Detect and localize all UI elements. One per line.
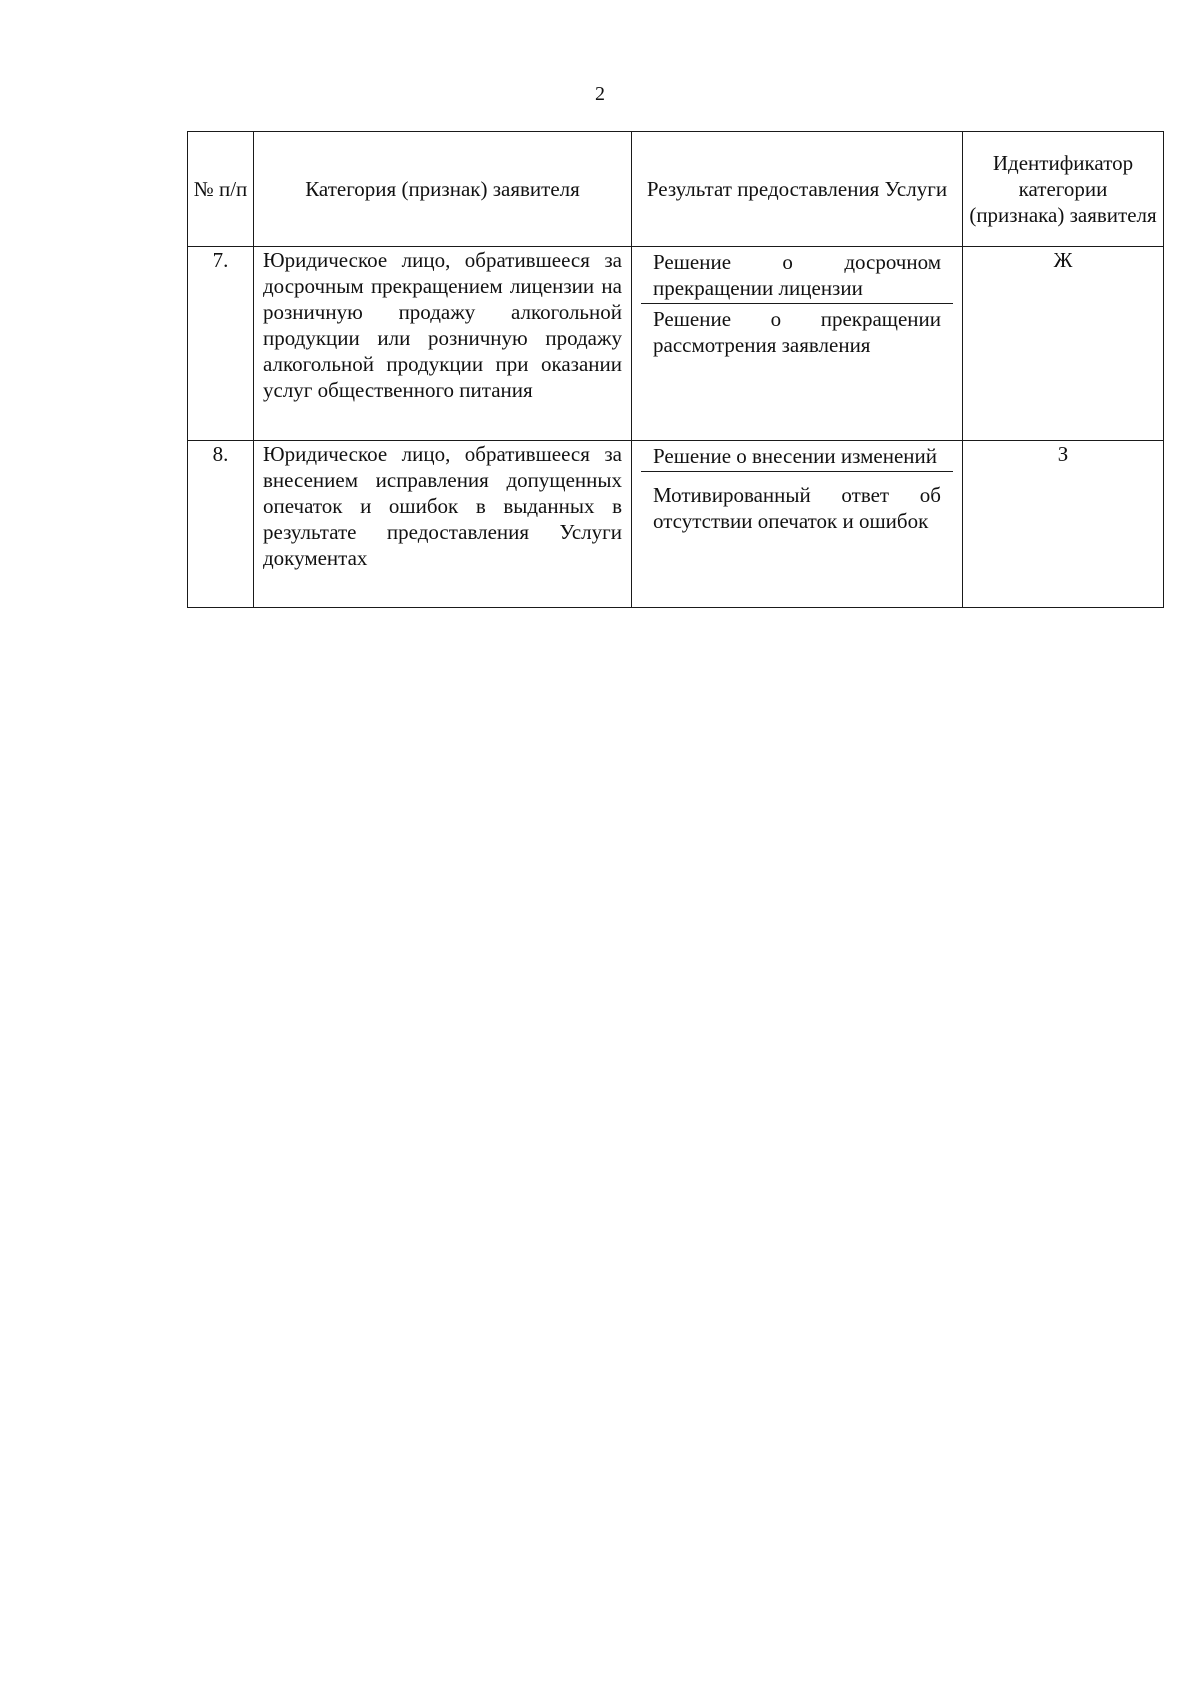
result-item: Решение о внесении изменений <box>653 444 937 468</box>
row-identifier: Ж <box>963 247 1164 441</box>
table-header-row <box>188 132 1164 247</box>
applicant-categories-table <box>187 131 1164 608</box>
result-item: Решение о досрочном прекращении лицензии <box>653 250 941 300</box>
result-item: Решение о прекращении рассмотрения заявления <box>641 303 953 360</box>
header-number: № п/п <box>188 132 254 247</box>
result-item: Мотивированный ответ об отсутствии опечаток и ошибок <box>641 471 953 536</box>
table-row <box>188 441 1164 608</box>
page-number: 2 <box>595 83 605 105</box>
row-results <box>632 441 963 608</box>
row-results <box>632 247 963 441</box>
header-result: Результат предоставления Услуги <box>632 132 963 247</box>
row-number: 8. <box>188 441 254 608</box>
row-category: Юридическое лицо, обратившееся за досрочным прекращением лицензии на розничную продажу алкогольной продукции или розничную продажу алкогольной продукции при оказании услуг общественного питания <box>254 247 632 441</box>
row-category: Юридическое лицо, обратившееся за внесением исправления допущенных опечаток и ошибок в выданных в результате предоставления Услуги документах <box>254 441 632 608</box>
table-row <box>188 247 1164 441</box>
header-identifier: Идентификатор категории (признака) заявителя <box>963 132 1164 247</box>
header-category: Категория (признак) заявителя <box>254 132 632 247</box>
row-number: 7. <box>188 247 254 441</box>
row-identifier: З <box>963 441 1164 608</box>
